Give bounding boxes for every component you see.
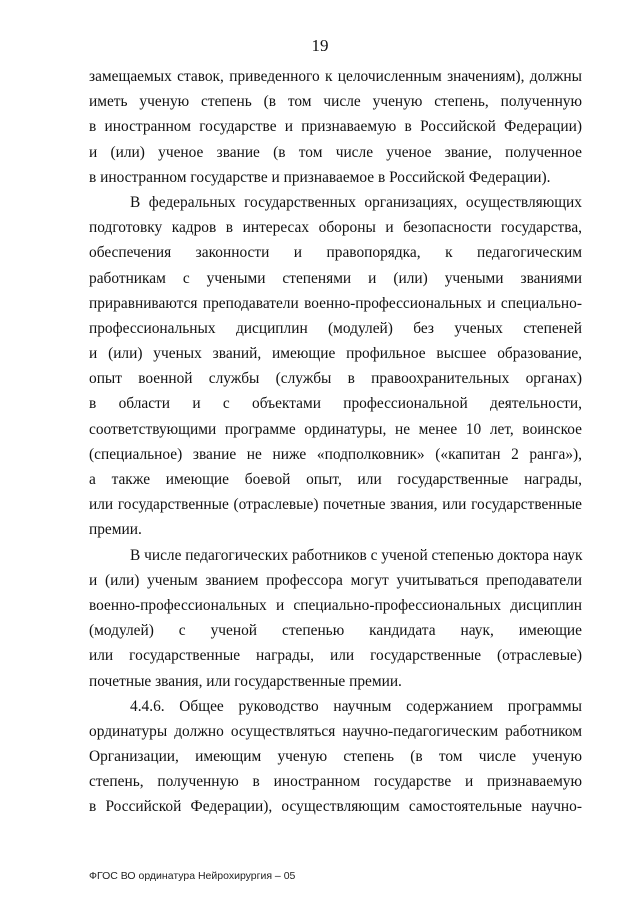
document-footer: ФГОС ВО ординатура Нейрохирургия – 05 — [89, 870, 296, 882]
text-line: почетные звания, или государственные премии. — [89, 672, 402, 690]
text-line: военно-профессиональных и специально-профессиональных дисциплин — [89, 596, 582, 614]
text-line: соответствующими программе ординатуры, не менее 10 лет, воинское — [89, 420, 582, 438]
paragraph-section-4-4-6 — [89, 694, 582, 820]
text-line: опыт военной службы (службы в правоохранительных органах) — [89, 370, 582, 388]
text-line: премии. — [89, 521, 142, 539]
text-line: или государственные (отраслевые) почетные звания, или государственные — [89, 496, 582, 514]
text-line: работникам с учеными степенями и (или) учеными званиями — [89, 269, 582, 287]
text-line: Организации, имеющим ученую степень (в том числе ученую — [89, 748, 582, 766]
text-line: В числе педагогических работников с ученой степенью доктора наук — [130, 546, 583, 564]
text-line: в области и с объектами профессиональной деятельности, — [89, 395, 582, 413]
paragraph-doctoral-staff — [89, 543, 582, 694]
text-line: ординатуры должно осуществляться научно-педагогическим работником — [89, 722, 582, 740]
text-line: а также имеющие боевой опыт, или государственные награды, — [89, 471, 582, 488]
text-line: в иностранном государстве и признаваемое в Российской Федерации). — [89, 168, 551, 186]
text-line: иметь ученую степень (в том числе ученую степень, полученную — [89, 93, 582, 111]
text-line: степень, полученную в иностранном государстве и признаваемую — [89, 773, 582, 791]
text-line: и (или) ученых званий, имеющие профильное высшее образование, — [89, 345, 582, 363]
text-line: 4.4.6. Общее руководство научным содержанием программы — [130, 697, 582, 715]
text-line: обеспечения законности и правопорядка, к педагогическим — [89, 244, 582, 262]
text-line: или государственные награды, или государственные (отраслевые) — [89, 647, 582, 665]
text-line: замещаемых ставок, приведенного к целочисленным значениям), должны — [89, 68, 582, 85]
text-line: (модулей) с ученой степенью кандидата наук, имеющие — [89, 622, 582, 640]
text-line: в Российской Федерации), осуществляющим самостоятельные научно- — [89, 798, 582, 816]
document-body — [89, 64, 582, 820]
paragraph-federal-organizations — [89, 190, 582, 543]
text-line: и (или) ученое звание (в том числе ученое звание, полученное — [89, 143, 582, 161]
text-line: в иностранном государстве и признаваемую в Российской Федерации) — [89, 118, 582, 136]
text-line: (специальное) звание не ниже «подполковник» («капитан 2 ранга»), — [89, 445, 582, 463]
page-number: 19 — [311, 36, 329, 55]
text-line: и (или) ученым званием профессора могут учитываться преподаватели — [89, 571, 582, 589]
text-line: В федеральных государственных организациях, осуществляющих — [130, 193, 582, 211]
paragraph-continuation — [89, 64, 582, 190]
text-line: подготовку кадров в интересах обороны и безопасности государства, — [89, 219, 582, 237]
text-line: приравниваются преподаватели военно-профессиональных и специально- — [89, 294, 582, 312]
text-line: профессиональных дисциплин (модулей) без ученых степеней — [89, 319, 582, 337]
